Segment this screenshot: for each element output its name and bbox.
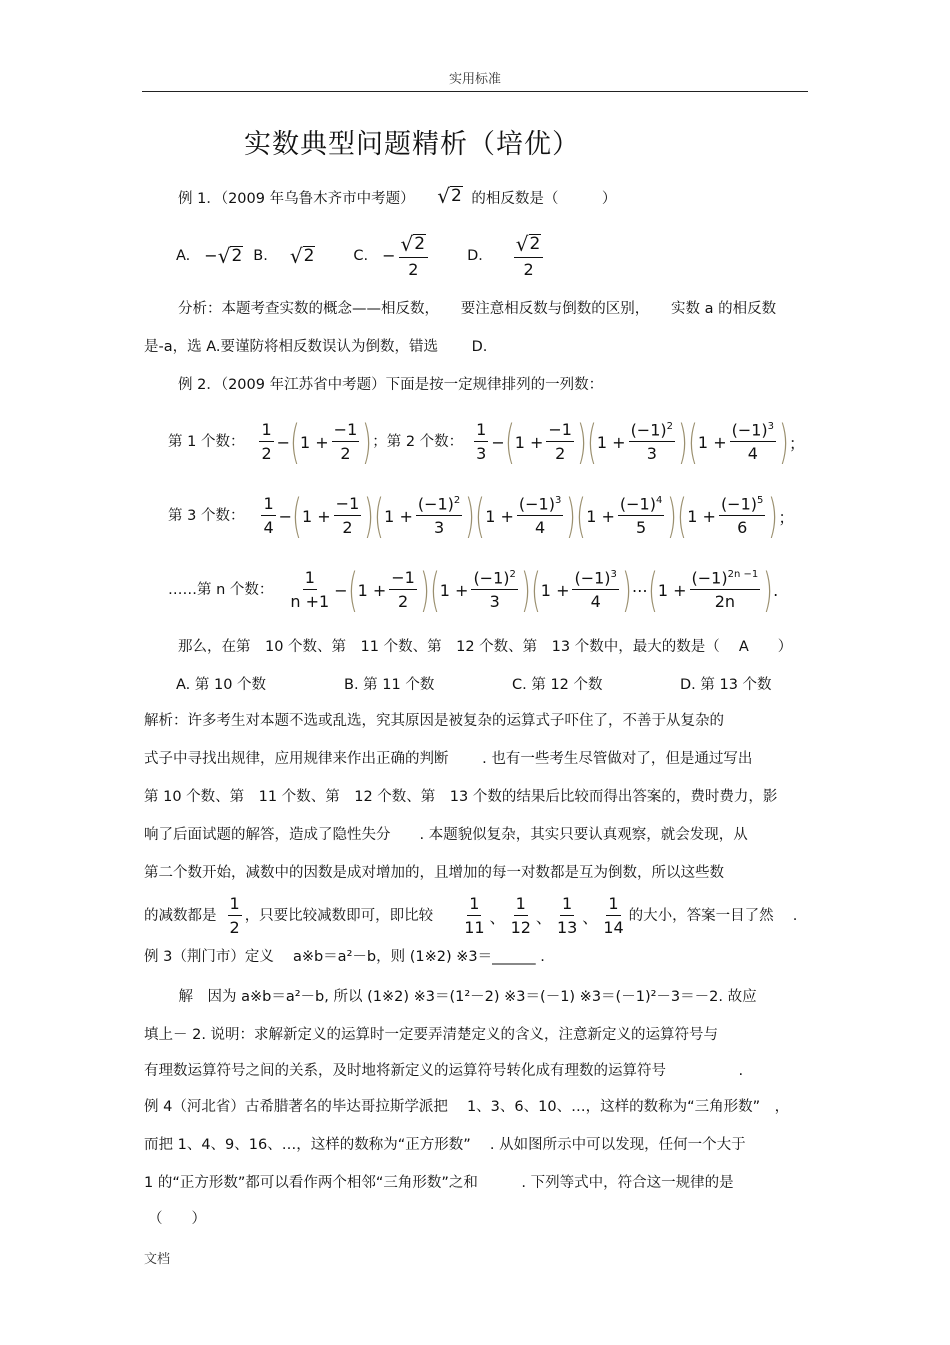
ex2-last-prefix: 的减数都是 [144, 907, 217, 924]
ex1-analysis-1: 分析：本题考查实数的概念——相反数， 要注意相反数与倒数的区别， 实数 a 的相反数 [178, 301, 777, 317]
ex4-line-2: 而把 1、4、9、16、…，这样的数称为“正方形数” . 从如图所示中可以发现，任何一个大于 [144, 1137, 746, 1153]
ex2-number1-expr: $\frac{1}{2}$ − ( 1 + $\frac{-1}{2}$ ) [261, 415, 373, 469]
ex2-number1-label: 第 1 个数： [168, 433, 245, 450]
ex2-question-2: 那么，在第 10 个数、第 11 个数、第 12 个数、第 13 个数中，最大的数是（ A ） [178, 639, 793, 655]
ex2-row-1 [168, 414, 805, 470]
ex2-analysis-line-4: 响了后面试题的解答，造成了隐性失分 . 本题貌似复杂，其实只要认真观察，就会发现，从 [144, 827, 748, 843]
ex2-analysis-line-1: 解析：许多考生对本题不选或乱选，究其原因是被复杂的运算式子吓住了，不善于从复杂的 [144, 713, 724, 729]
ex1-option-d-label: D． [467, 247, 493, 264]
ex1-option-a-label: A. [176, 247, 191, 264]
ex1-question [178, 186, 616, 207]
page-footer: 文档 [144, 1252, 171, 1267]
ex1-question-prefix: 例 1．（2009 年乌鲁木齐市中考题） [178, 191, 415, 207]
ex1-option-c-label: C. [353, 247, 369, 264]
header-rule [142, 91, 808, 92]
page-header: 实用标准 [448, 72, 501, 87]
ex2-number2-expr: $\frac{1}{3}$ − ( 1 + $\frac{-1}{2}$ ) ( 1 + $\frac{(-1)^2}{3}$ ) ( 1 + $\frac{(-1)^3}{4}$ ) ； [476, 415, 806, 469]
ex2-row-3 [168, 488, 794, 544]
ex2-compare-fractions: $\frac{1}{11}$ 、 $\frac{1}{12}$ 、 $\frac{1}{13}$ 、 $\frac{1}{14}$ [464, 894, 624, 937]
ex2-number2-label: ；第 2 个数： [372, 433, 464, 450]
ex2-fraction-half: $\frac{1}{2}$ [229, 894, 240, 937]
ex1-options [176, 232, 546, 280]
ex4-line-1: 例 4（河北省）古希腊著名的毕达哥拉斯学派把 1、3、6、10、…，这样的数称为“三角形数” ， [144, 1099, 790, 1115]
ex2-last-suffix: 的大小，答案一目了然 . [628, 907, 798, 924]
ex2-analysis-line-6 [144, 892, 797, 940]
ex2-numbern-expr: $\frac{1}{n +1}$ − ( 1 + $\frac{-1}{2}$ ) ( 1 + $\frac{(-1)^2}{3}$ ) ( 1 + $\frac{(-1)^3}{4}$ ) ⋯ ( 1 + $\frac{(-1)^{2n -1}}{2n}$ ) . [290, 563, 779, 617]
ex3-line-2: 解 因为 a※b＝a²－b, 所以 (1※2) ※3＝(1²－2) ※3＝(－1) ※3＝(－1)²－3＝－2. 故应 [164, 989, 757, 1005]
ex2-analysis-line-3: 第 10 个数、第 11 个数、第 12 个数、第 13 个数的结果后比较而得出答案的，费时费力，影 [144, 789, 778, 805]
ex3-line-3: 填上－ 2. 说明：求解新定义的运算时一定要弄清楚定义的含义，注意新定义的运算符号与 [144, 1027, 719, 1043]
ex4-line-4: （ ） [148, 1211, 206, 1227]
ex4-line-3: 1 的“正方形数”都可以看作两个相邻“三角形数”之和 . 下列等式中，符合这一规律的是 [144, 1175, 734, 1191]
ex1-analysis-2: 是-a，选 A.要谨防将相反数误认为倒数，错选 D. [144, 339, 488, 355]
ex2-row-n [168, 562, 778, 618]
ex1-option-b-value: √ 2 [289, 244, 315, 268]
ex2-option-b: B. 第 11 个数 [344, 677, 435, 693]
ex2-last-mid: ，只要比较减数即可，即比较 [244, 907, 434, 924]
ex1-option-a-value: − √ 2 [204, 244, 243, 268]
ex1-option-c-value: − √ 2 2 [382, 234, 431, 278]
ex2-analysis-line-5: 第二个数开始，减数中的因数是成对增加的，且增加的每一对数都是互为倒数，所以这些数 [144, 865, 724, 881]
ex3-line-1: 例 3（荆门市）定义 a※b＝a²－b，则 (1※2) ※3＝______ . [144, 949, 545, 965]
ex2-option-d: D. 第 13 个数 [680, 677, 772, 693]
ex2-number3-label: 第 3 个数： [168, 507, 245, 524]
ex2-option-a: A. 第 10 个数 [176, 677, 267, 693]
page-title: 实数典型问题精析（培优） [244, 129, 580, 160]
ex1-question-suffix: 的相反数是（ ） [471, 191, 617, 207]
ex2-number3-expr: $\frac{1}{4}$ − ( 1 + $\frac{-1}{2}$ ) ( 1 + $\frac{(-1)^2}{3}$ ) ( 1 + $\frac{(-1)^3}{4}$ ) ( 1 + $\frac{(-1)^4}{5}$ ) ( 1 + $\frac{(-1)^5}{6}$ ) ； [263, 489, 795, 543]
ex3-line-4: 有理数运算符号之间的关系，及时地将新定义的运算符号转化成有理数的运算符号 . [144, 1063, 744, 1079]
ex1-option-b-label: B. [253, 247, 268, 264]
ex2-analysis-line-2: 式子中寻找出规律，应用规律来作出正确的判断 . 也有一些考生尽管做对了，但是通过写出 [144, 751, 753, 767]
ex2-option-c: C. 第 12 个数 [512, 677, 603, 693]
ex1-sqrt2: √ 2 [437, 184, 462, 208]
ex2-question: 例 2．（2009 年江苏省中考题）下面是按一定规律排列的一列数： [178, 377, 604, 393]
ex2-numbern-label: ……第 n 个数： [168, 581, 274, 598]
ex1-option-d-value: √ 2 2 [511, 234, 547, 278]
